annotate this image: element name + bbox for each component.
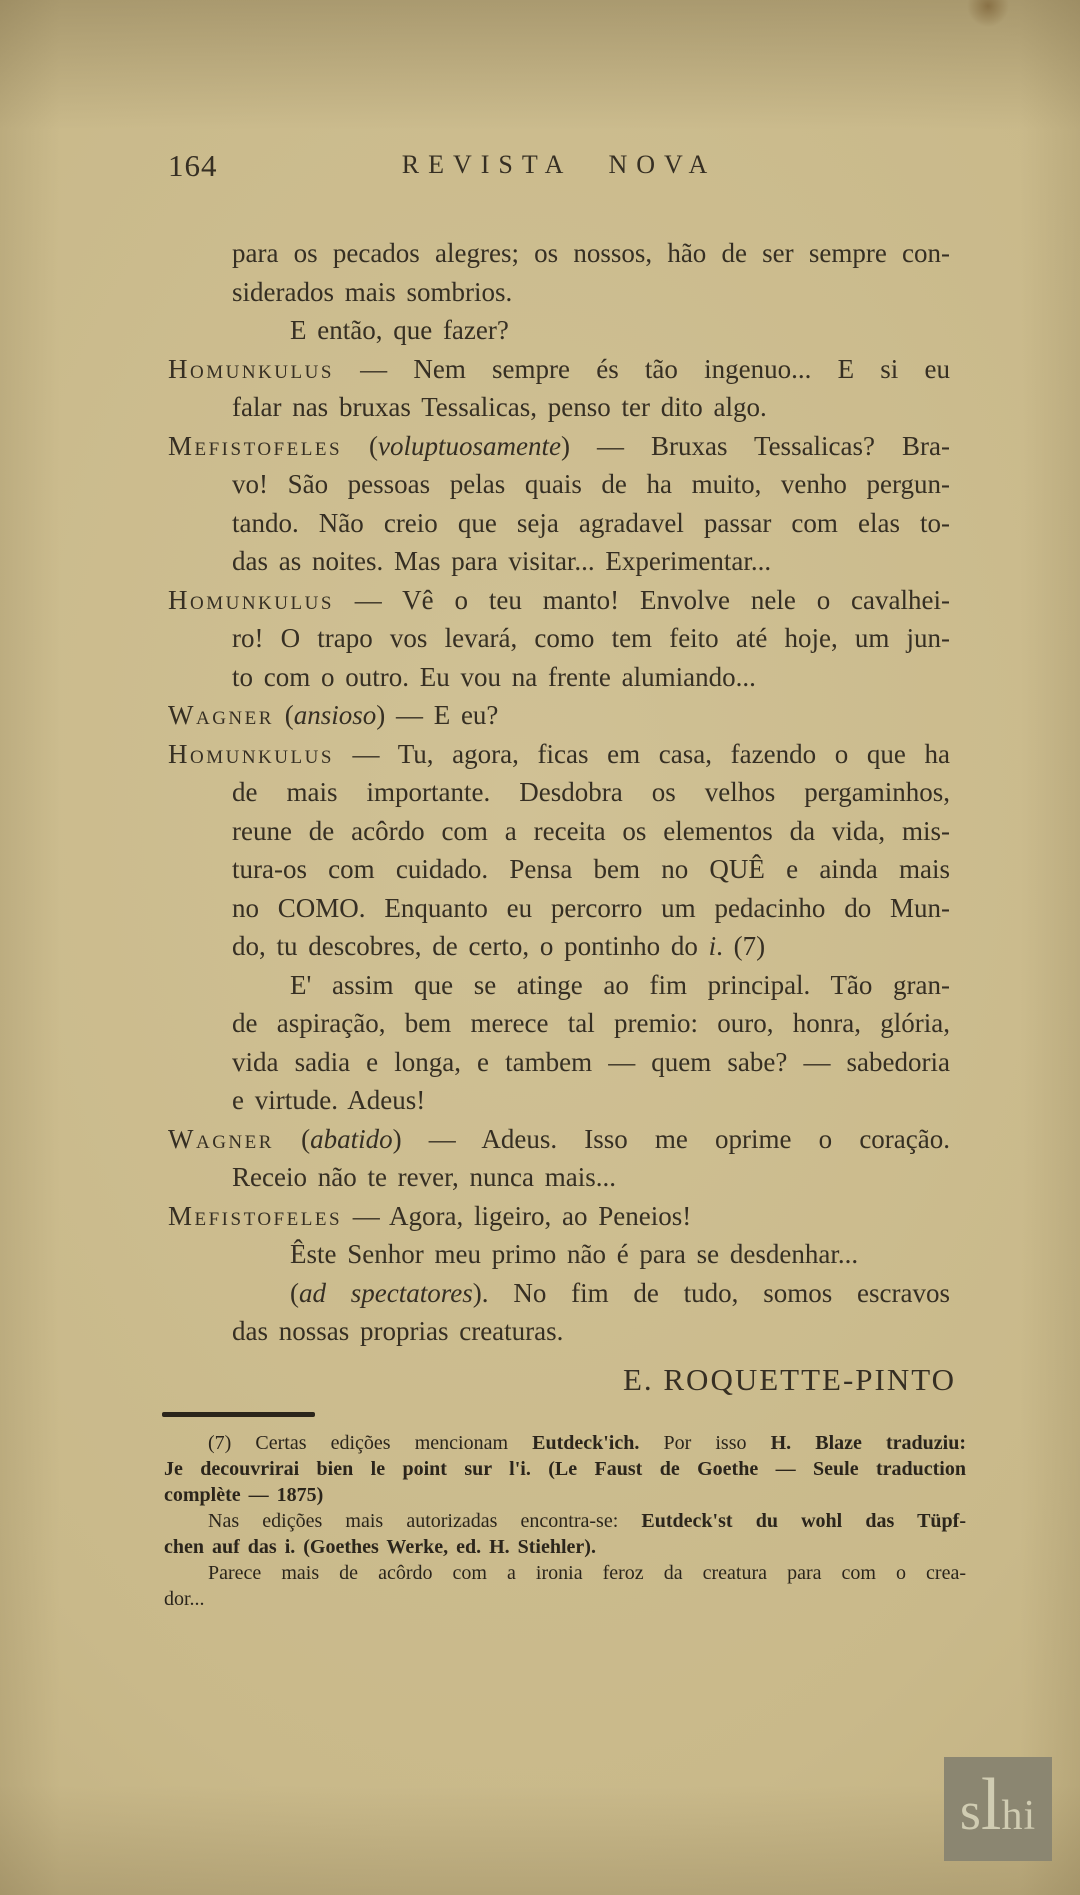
text-line: Wagner (abatido) — Adeus. Isso me oprime o coração. bbox=[168, 1123, 950, 1154]
journal-title: REVISTA NOVA bbox=[401, 150, 717, 179]
footnote-line: chen auf das i. (Goethes Werke, ed. H. Stiehler). bbox=[164, 1536, 596, 1558]
footnote-block bbox=[164, 1430, 966, 1612]
footnote-line: Je decouvrirai bien le point sur l'i. (Le Faust de Goethe — Seule traduction bbox=[164, 1458, 966, 1480]
footnote-line: complète — 1875) bbox=[164, 1484, 324, 1506]
text-line: do, tu descobres, de certo, o pontinho do i. (7) bbox=[232, 931, 766, 961]
footnote-line: Nas edições mais autorizadas encontra-se: Eutdeck'st du wohl das Tüpf- bbox=[208, 1510, 966, 1532]
watermark-letter: i bbox=[1023, 1793, 1037, 1839]
text-line: Êste Senhor meu primo não é para se desdenhar... bbox=[290, 1239, 859, 1269]
watermark-letter: s bbox=[959, 1781, 981, 1841]
text-line: Homunkulus — Vê o teu manto! Envolve nele o cavalhei- bbox=[168, 584, 950, 615]
text-line: para os pecados alegres; os nossos, hão de ser sempre con- bbox=[232, 238, 950, 268]
text-line: e virtude. Adeus! bbox=[232, 1085, 426, 1115]
footnote-divider-rule bbox=[162, 1412, 315, 1417]
text-line: (ad spectatores). No fim de tudo, somos escravos bbox=[290, 1277, 950, 1308]
text-line: siderados mais sombrios. bbox=[232, 276, 513, 307]
page-header bbox=[168, 146, 950, 186]
text-line: Mefistofeles — Agora, ligeiro, ao Peneios! bbox=[168, 1200, 692, 1231]
text-line: de mais importante. Desdobra os velhos pergaminhos, bbox=[232, 777, 950, 807]
text-line: Receio não te rever, nunca mais... bbox=[232, 1162, 617, 1192]
text-line: tura-os com cuidado. Pensa bem no QUÊ e ainda mais bbox=[232, 854, 950, 884]
text-line: tando. Não creio que seja agradavel passar com elas to- bbox=[232, 507, 950, 538]
text-line: E então, que fazer? bbox=[290, 315, 509, 345]
text-line: Mefistofeles (voluptuosamente) — Bruxas Tessalicas? Bra- bbox=[168, 430, 950, 461]
page-number: 164 bbox=[168, 148, 218, 183]
text-line: vo! São pessoas pelas quais de ha muito, venho pergun- bbox=[232, 469, 950, 499]
watermark-letter: l bbox=[980, 1764, 1002, 1846]
text-line: no COMO. Enquanto eu percorro um pedacinho do Mun- bbox=[232, 892, 950, 923]
text-line: de aspiração, bem merece tal premio: ouro, honra, glória, bbox=[232, 1008, 950, 1038]
text-line: falar nas bruxas Tessalicas, penso ter dito algo. bbox=[232, 392, 767, 422]
text-line: das as noites. Mas para visitar... Experimentar... bbox=[232, 546, 772, 576]
watermark-letter: h bbox=[1001, 1793, 1024, 1839]
author-signature: E. ROQUETTE-PINTO bbox=[622, 1362, 956, 1397]
text-line: vida sadia e longa, e tambem — quem sabe? — sabedoria bbox=[232, 1046, 950, 1077]
slhi-watermark-logo bbox=[944, 1757, 1052, 1861]
text-line: reune de acôrdo com a receita os elementos da vida, mis- bbox=[232, 815, 950, 846]
dialogue-text-block bbox=[168, 234, 950, 1351]
footnote-line: (7) Certas edições mencionam Eutdeck'ich. Por isso H. Blaze traduziu: bbox=[208, 1432, 966, 1454]
text-line: ro! O trapo vos levará, como tem feito até hoje, um jun- bbox=[232, 623, 950, 653]
text-line: Homunkulus — Tu, agora, ficas em casa, fazendo o que ha bbox=[168, 738, 950, 769]
footnote-line: Parece mais de acôrdo com a ironia feroz da creatura para com o crea- bbox=[208, 1562, 966, 1584]
text-line: Homunkulus — Nem sempre és tão ingenuo... E si eu bbox=[168, 353, 950, 384]
text-line: E' assim que se atinge ao fim principal. Tão gran- bbox=[290, 969, 950, 1000]
text-line: das nossas proprias creaturas. bbox=[232, 1316, 564, 1346]
text-line: Wagner (ansioso) — E eu? bbox=[168, 700, 499, 730]
text-line: to com o outro. Eu vou na frente alumiando... bbox=[232, 661, 756, 692]
footnote-line: dor... bbox=[164, 1588, 205, 1610]
